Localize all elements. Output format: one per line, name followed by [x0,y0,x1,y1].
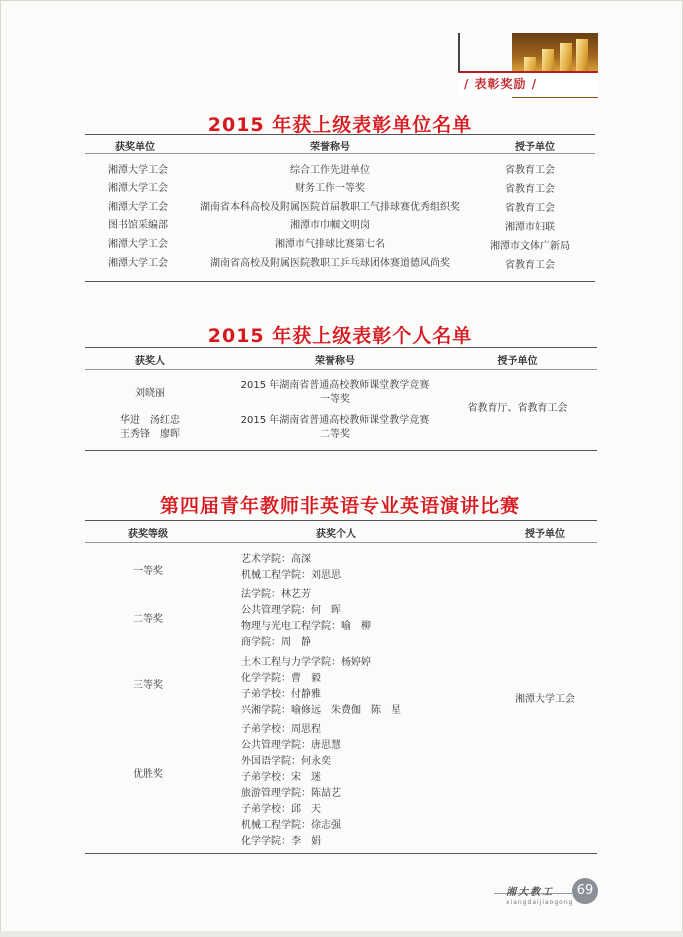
table3-header-rule [85,542,597,543]
table1-bottom-rule [85,281,595,282]
list-item: 旅游管理学院：陈喆艺 [241,788,341,799]
list-item: 兴湘学院：喻修远 朱费伽 陈 星 [241,705,401,716]
list-item: 物理与光电工程学院：喻 柳 [241,621,371,632]
table2-bottom-rule [85,450,597,451]
table-cell: 湘潭大学工会 [515,694,575,705]
list-item: 机械工程学院：刘思思 [241,570,341,581]
list-item: 公共管理学院：唐思慧 [241,740,341,751]
table1-header-unit: 获奖单位 [115,142,155,153]
table2-header-honor: 荣誉称号 [315,356,355,367]
page-number: 69 [572,878,598,904]
list-item: 化学学院：李 娟 [241,836,321,847]
table2-header-person: 获奖人 [135,356,165,367]
table-cell: 省教育厅、省教育工会 [467,403,568,414]
table3-header-level: 获奖等级 [128,529,168,540]
table-cell: 省教育工会 [505,260,555,271]
table-cell: 湖南省本科高校及附属医院首届教职工气排球赛优秀组织奖 [200,202,460,213]
table3-title: 第四届青年教师非英语专业英语演讲比赛 [159,495,520,517]
table2-title: 2015 年获上级表彰个人名单 [207,325,473,347]
table-cell: 2015 年湖南省普通高校教师课堂教学竞赛 [240,380,430,391]
table3-top-rule [85,520,597,521]
table-cell: 湘潭大学工会 [108,202,168,213]
table-cell: 湘潭市巾帼文明岗 [290,220,370,231]
list-item: 公共管理学院：何 晖 [241,605,341,616]
table2-header-grantor: 授予单位 [497,356,538,367]
table-cell: 一等奖 [320,394,350,405]
list-item: 商学院：周 静 [241,637,311,648]
table-cell: 王秀锋 廖晖 [120,429,180,440]
table-cell: 湘潭大学工会 [108,183,168,194]
table1-header-honor: 荣誉称号 [310,142,350,153]
table-cell: 省教育工会 [505,165,555,176]
list-item: 机械工程学院：徐志强 [241,820,341,831]
table-cell: 湘潭大学工会 [108,258,168,269]
list-item: 子弟学校：周思程 [241,724,321,735]
table1-header-rule [85,153,595,154]
table3-header-grantor: 授予单位 [525,529,565,540]
award-level: 二等奖 [133,614,163,625]
table-cell: 省教育工会 [505,203,555,214]
table-cell: 湘潭大学工会 [108,165,168,176]
list-item: 化学学院：曹 毅 [241,673,321,684]
list-item: 外国语学院：何永奕 [241,756,331,767]
table1-top-rule [85,134,595,135]
table1-header-grantor: 授予单位 [515,142,555,153]
table-cell: 湘潭大学工会 [108,239,168,250]
bottom-band [0,931,683,937]
table-cell: 综合工作先进单位 [290,165,370,176]
table-cell: 湘潭市气排球比赛第七名 [275,239,385,250]
award-level: 一等奖 [133,566,163,577]
table-cell: 财务工作一等奖 [295,183,365,194]
badge-band [458,71,598,97]
list-item: 子弟学校：邱 天 [241,804,321,815]
list-item: 法学院：林艺芳 [241,589,311,600]
table-cell: 湖南省高校及附属医院教职工乒乓球团体赛道德风尚奖 [210,258,450,269]
list-item: 子弟学校：付静雅 [241,689,321,700]
table2-top-rule [85,347,597,348]
table-cell: 华进 汤红忠 [120,415,180,426]
award-level: 三等奖 [133,680,163,691]
magazine-logo [506,883,573,906]
logo-en: xiangdaijiaogong [506,899,574,906]
table-cell: 省教育工会 [505,184,555,195]
badge-edge [458,33,460,73]
logo-cn: 湘大教工 [506,887,554,898]
table3-header-person: 获奖个人 [316,529,356,540]
section-badge [458,33,598,98]
table-cell: 湘潭市妇联 [505,222,555,233]
table-cell: 湘潭市文体广新局 [490,241,570,252]
list-item: 土木工程与力学学院：杨婷婷 [241,657,371,668]
list-item: 艺术学院：高深 [241,554,311,565]
section-tag: / 表彰奖励 / [464,77,538,91]
table-cell: 刘晓丽 [135,388,165,399]
table3-bottom-rule [85,853,597,854]
award-level: 优胜奖 [133,769,163,780]
table1-title: 2015 年获上级表彰单位名单 [207,114,473,136]
table-cell: 二等奖 [320,429,350,440]
table2-header-rule [85,369,597,370]
list-item: 子弟学校：宋 迷 [241,772,321,783]
table-cell: 2015 年湖南省普通高校教师课堂教学竞赛 [240,415,430,426]
table-cell: 图书馆采编部 [108,220,168,231]
